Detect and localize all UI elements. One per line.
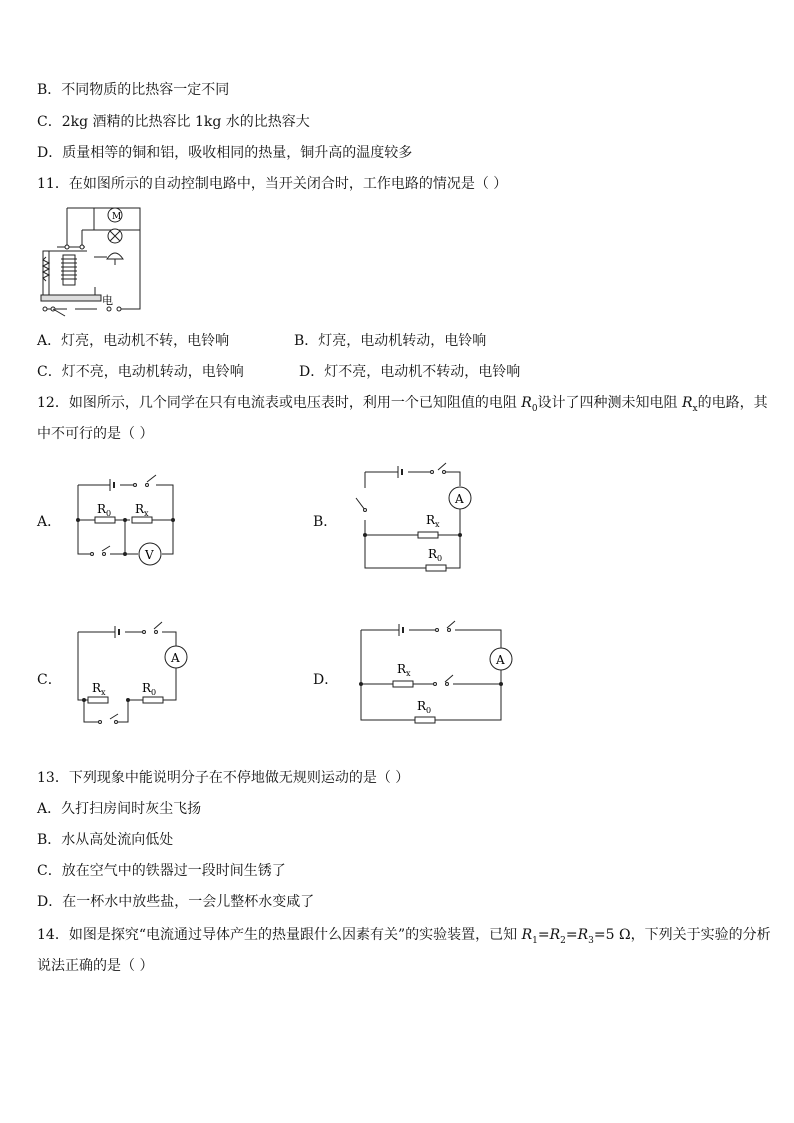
q12-stem-line2: 中不可行的是（ ）	[37, 426, 154, 442]
q11-relay-circuit-figure	[37, 205, 147, 317]
q12-label-d: D．	[313, 672, 339, 688]
q12-circuit-b	[340, 460, 480, 570]
motor-label: M	[112, 212, 122, 222]
r0-label: $R_0$	[428, 547, 443, 563]
ammeter-label: A	[171, 651, 180, 665]
q14-stem-line2: 说法正确的是（ ）	[37, 958, 154, 974]
q13-option-c: C．放在空气中的铁器过一段时间生锈了	[37, 863, 286, 879]
rx-label: $R_x$	[426, 513, 440, 529]
r0-label: $R_0$	[142, 681, 157, 697]
voltmeter-label: V	[145, 548, 154, 562]
q12-circuit-a	[70, 470, 180, 570]
ammeter-label: A	[496, 653, 505, 667]
q11-option-c: C．灯不亮，电动机转动，电铃响	[37, 364, 244, 380]
q13-option-d: D．在一杯水中放些盐，一会儿整杯水变咸了	[37, 894, 315, 910]
r0-label: $R_0$	[417, 699, 432, 715]
ammeter-label: A	[455, 492, 464, 506]
r0-label: $R_0$	[97, 502, 112, 518]
rx-label: $R_x$	[397, 662, 411, 678]
q12-label-a: A．	[37, 514, 62, 530]
q12-label-c: C．	[37, 672, 62, 688]
q10-option-d: D．质量相等的铜和铝，吸收相同的热量，铜升高的温度较多	[37, 145, 413, 161]
rx-label: $R_x$	[92, 681, 106, 697]
q11-option-d: D．灯不亮，电动机不转动，电铃响	[299, 364, 521, 380]
q11-stem: 11．在如图所示的自动控制电路中，当开关闭合时，工作电路的情况是（ ）	[37, 176, 508, 192]
q12-circuit-d	[355, 620, 515, 730]
rx-label: $R_x$	[135, 502, 149, 518]
q13-option-b: B．水从高处流向低处	[37, 832, 174, 848]
q11-option-a: A．灯亮，电动机不转，电铃响	[37, 333, 230, 349]
q10-option-b: B．不同物质的比热容一定不同	[37, 82, 230, 98]
q14-stem-line1: 14．如图是探究“电流通过导体产生的热量跟什么因素有关”的实验装置，已知 $R_1=R_2=R_3=5$ Ω，下列关于实验的分析	[37, 927, 771, 946]
q13-stem: 13．下列现象中能说明分子在不停地做无规则运动的是（ ）	[37, 770, 410, 786]
q13-option-a: A．久打扫房间时灰尘飞扬	[37, 801, 202, 817]
power-label: 电	[102, 294, 113, 307]
q12-label-b: B．	[313, 514, 338, 530]
q12-stem-line1: 12．如图所示，几个同学在只有电流表或电压表时，利用一个已知阻值的电阻 $R_0$设计了四种测未知电阻 $R_x$的电路，其	[37, 395, 768, 414]
q11-option-b: B．灯亮，电动机转动，电铃响	[294, 333, 487, 349]
q12-circuit-c	[70, 620, 190, 730]
q10-option-c: C．2kg 酒精的比热容比 1kg 水的比热容大	[37, 114, 310, 130]
